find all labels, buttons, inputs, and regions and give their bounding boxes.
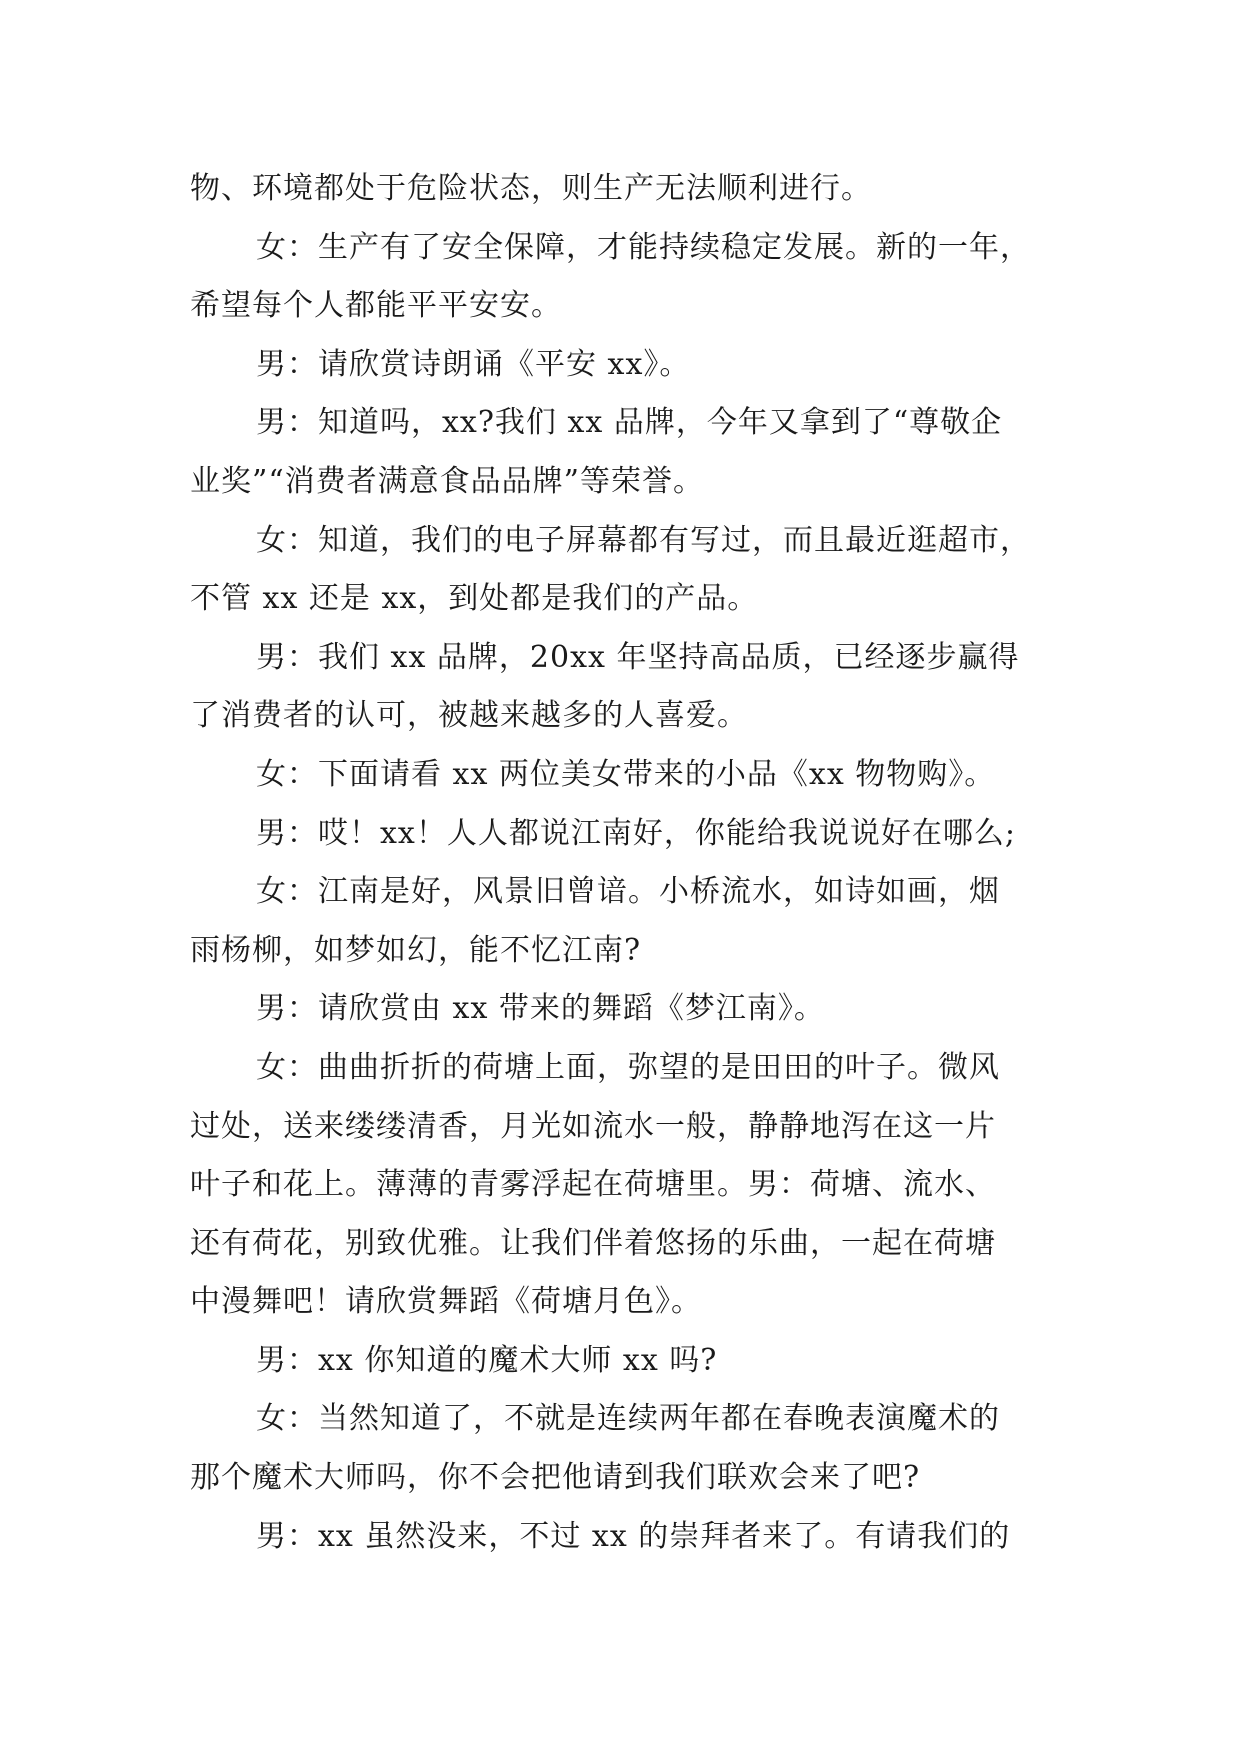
text-line: 男：我们 xx 品牌，20xx 年坚持高品质，已经逐步赢得 bbox=[256, 639, 1020, 675]
text-line: 希望每个人都能平平安安。 bbox=[190, 288, 562, 324]
text-line: 男：请欣赏由 xx 带来的舞蹈《梦江南》。 bbox=[256, 991, 825, 1027]
text-line: 女：江南是好，风景旧曾谙。小桥流水，如诗如画，烟 bbox=[256, 874, 1000, 910]
text-line: 还有荷花，别致优雅。让我们伴着悠扬的乐曲，一起在荷塘 bbox=[190, 1225, 996, 1261]
text-line: 男：哎！xx！人人都说江南好，你能给我说说好在哪么; bbox=[256, 815, 1016, 851]
text-line: 女：下面请看 xx 两位美女带来的小品《xx 物物购》。 bbox=[256, 756, 996, 792]
text-line: 叶子和花上。薄薄的青雾浮起在荷塘里。男：荷塘、流水、 bbox=[190, 1167, 996, 1203]
text-line: 女：生产有了安全保障，才能持续稳定发展。新的一年， bbox=[256, 229, 1031, 265]
text-line: 业奖”“消费者满意食品品牌”等荣誉。 bbox=[190, 463, 705, 499]
text-line: 男：请欣赏诗朗诵《平安 xx》。 bbox=[256, 346, 691, 382]
text-line: 过处，送来缕缕清香，月光如流水一般，静静地泻在这一片 bbox=[190, 1108, 996, 1144]
text-line: 物、环境都处于危险状态，则生产无法顺利进行。 bbox=[190, 171, 872, 206]
text-line: 男：xx 你知道的魔术大师 xx 吗? bbox=[256, 1342, 718, 1378]
text-line: 女：曲曲折折的荷塘上面，弥望的是田田的叶子。微风 bbox=[256, 1049, 1000, 1085]
text-line: 中漫舞吧！请欣赏舞蹈《荷塘月色》。 bbox=[190, 1284, 702, 1320]
text-line: 男：知道吗，xx?我们 xx 品牌，今年又拿到了“尊敬企 bbox=[256, 405, 1003, 441]
text-line: 女：知道，我们的电子屏幕都有写过，而且最近逛超市， bbox=[256, 522, 1031, 558]
document-body bbox=[190, 160, 1060, 1566]
text-line: 不管 xx 还是 xx，到处都是我们的产品。 bbox=[190, 581, 759, 617]
text-line: 男：xx 虽然没来，不过 xx 的崇拜者来了。有请我们的 bbox=[256, 1518, 1011, 1554]
text-line: 了消费者的认可，被越来越多的人喜爱。 bbox=[190, 698, 748, 734]
text-line: 雨杨柳，如梦如幻，能不忆江南? bbox=[190, 932, 642, 968]
text-line: 那个魔术大师吗，你不会把他请到我们联欢会来了吧? bbox=[190, 1460, 921, 1496]
text-line: 女：当然知道了，不就是连续两年都在春晚表演魔术的 bbox=[256, 1401, 1000, 1437]
